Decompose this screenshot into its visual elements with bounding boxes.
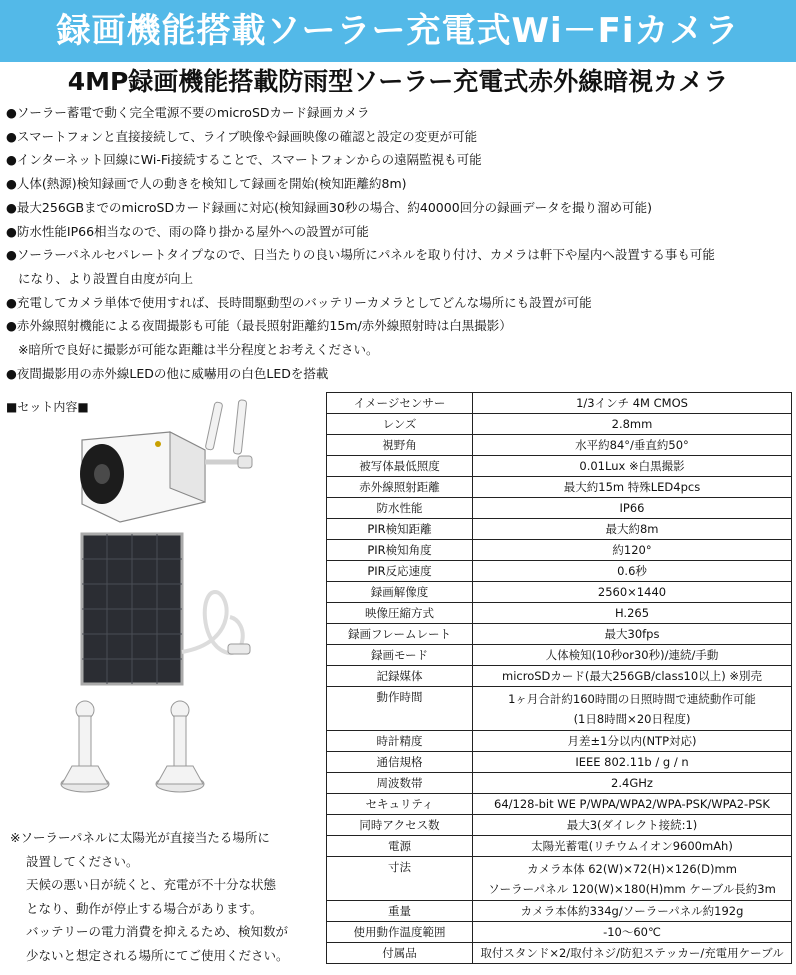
- feature-item: ●スマートフォンと直接接続して、ライブ映像や録画映像の確認と設定の変更が可能: [6, 128, 478, 144]
- spec-row: [327, 794, 792, 815]
- spec-label: 使用動作温度範囲: [327, 922, 473, 943]
- spec-value: -10～60℃: [473, 922, 792, 943]
- spec-row: [327, 435, 792, 456]
- spec-value: 取付スタンド×2/取付ネジ/防犯ステッカー/充電用ケーブル: [473, 943, 792, 964]
- spec-row: [327, 857, 792, 901]
- spec-value: カメラ本体約334g/ソーラーパネル約192g: [473, 901, 792, 922]
- feature-item: ●防水性能IP66相当なので、雨の降り掛かる屋外への設置が可能: [6, 223, 369, 239]
- spec-value-line: 1ヶ月合計約160時間の日照時間で連続動作可能: [508, 691, 756, 706]
- spec-row: [327, 540, 792, 561]
- spec-value-line: ソーラーパネル 120(W)×180(H)mm ケーブル長約3m: [488, 881, 776, 896]
- spec-label: 記録媒体: [327, 666, 473, 687]
- spec-row: [327, 582, 792, 603]
- spec-label: PIR検知角度: [327, 540, 473, 561]
- spec-table: [326, 392, 792, 964]
- spec-value: IEEE 802.11b / g / n: [473, 752, 792, 773]
- spec-row: [327, 836, 792, 857]
- set-contents-illustration: [0, 392, 320, 824]
- spec-value: 0.6秒: [473, 561, 792, 582]
- spec-row: [327, 561, 792, 582]
- spec-row: [327, 645, 792, 666]
- spec-row: [327, 901, 792, 922]
- spec-value: 約120°: [473, 540, 792, 561]
- set-contents-title: ■セット内容■: [6, 400, 89, 414]
- feature-note: ※暗所で良好に撮影が可能な距離は半分程度とお考えください。: [18, 342, 379, 358]
- spec-label: 付属品: [327, 943, 473, 964]
- spec-label: PIR反応速度: [327, 561, 473, 582]
- feature-item: ●インターネット回線にWi-Fi接続することで、スマートフォンからの遠隔監視も可能: [6, 152, 482, 168]
- spec-label: 時計精度: [327, 731, 473, 752]
- spec-row: [327, 815, 792, 836]
- spec-value: IP66: [473, 498, 792, 519]
- spec-row: [327, 393, 792, 414]
- feature-item: ●ソーラーパネルセパレートタイプなので、日当たりの良い場所にパネルを取り付け、カメラは軒下や屋内へ設置する事も可能: [6, 247, 715, 263]
- spec-value: 人体検知(10秒or30秒)/連続/手動: [473, 645, 792, 666]
- spec-label: 寸法: [327, 857, 473, 901]
- spec-label: レンズ: [327, 414, 473, 435]
- spec-row: [327, 519, 792, 540]
- spec-value-line: (1日8時間×20日程度): [573, 711, 691, 726]
- spec-value: [473, 857, 792, 901]
- spec-label: 電源: [327, 836, 473, 857]
- mount-stand-illustration: [156, 701, 204, 792]
- spec-label: 同時アクセス数: [327, 815, 473, 836]
- spec-row: [327, 943, 792, 964]
- note-line: 少ないと想定される場所にてご使用ください。: [26, 947, 289, 963]
- spec-row: [327, 456, 792, 477]
- mount-stand-illustration: [61, 701, 109, 792]
- spec-label: 録画フレームレート: [327, 624, 473, 645]
- spec-row: [327, 624, 792, 645]
- spec-label: 重量: [327, 901, 473, 922]
- spec-label: イメージセンサー: [327, 393, 473, 414]
- note-line: バッテリーの電力消費を抑えるため、検知数が: [26, 924, 289, 939]
- note-line: となり、動作が停止する場合があります。: [26, 900, 263, 916]
- spec-value: 2.8mm: [473, 414, 792, 435]
- spec-label: 通信規格: [327, 752, 473, 773]
- spec-value-line: カメラ本体 62(W)×72(H)×126(D)mm: [527, 861, 737, 876]
- spec-row: [327, 773, 792, 794]
- spec-label: 視野角: [327, 435, 473, 456]
- spec-label: 録画解像度: [327, 582, 473, 603]
- spec-label: 録画モード: [327, 645, 473, 666]
- spec-value: 0.01Lux ※白黒撮影: [473, 456, 792, 477]
- note-line: ※ソーラーパネルに太陽光が直接当たる場所に: [10, 830, 270, 845]
- spec-row: [327, 922, 792, 943]
- spec-value: 2.4GHz: [473, 773, 792, 794]
- spec-value: 1/3インチ 4M CMOS: [473, 393, 792, 414]
- spec-label: 周波数帯: [327, 773, 473, 794]
- spec-row: [327, 498, 792, 519]
- spec-value: 64/128-bit WE P/WPA/WPA2/WPA-PSK/WPA2-PSK: [473, 794, 792, 815]
- spec-label: 防水性能: [327, 498, 473, 519]
- feature-item: ●最大256GBまでのmicroSDカード録画に対応(検知録画30秒の場合、約40000回分の録画データを撮り溜め可能): [6, 199, 653, 215]
- spec-label: セキュリティ: [327, 794, 473, 815]
- spec-row: [327, 687, 792, 731]
- feature-item: ●充電してカメラ単体で使用すれば、長時間駆動型のバッテリーカメラとしてどんな場所にも設置が可能: [6, 294, 592, 310]
- spec-value: H.265: [473, 603, 792, 624]
- spec-row: [327, 477, 792, 498]
- feature-item-continued: になり、より設置自由度が向上: [18, 270, 194, 286]
- note-line: 天候の悪い日が続くと、充電が不十分な状態: [26, 877, 277, 892]
- spec-value: 水平約84°/垂直約50°: [473, 435, 792, 456]
- installation-notes: [10, 826, 315, 967]
- spec-row: [327, 752, 792, 773]
- spec-label: 被写体最低照度: [327, 456, 473, 477]
- camera-illustration: [80, 400, 252, 522]
- spec-value: 最大約15m 特殊LED4pcs: [473, 477, 792, 498]
- spec-value: 太陽光蓄電(リチウムイオン9600mAh): [473, 836, 792, 857]
- feature-item: ●夜間撮影用の赤外線LEDの他に威嚇用の白色LEDを搭載: [6, 365, 329, 381]
- spec-value: 最大3(ダイレクト接続:1): [473, 815, 792, 836]
- spec-label: 赤外線照射距離: [327, 477, 473, 498]
- feature-list: [6, 101, 792, 385]
- feature-item: ●人体(熱源)検知録画で人の動きを検知して録画を開始(検知距離約8m): [6, 176, 407, 192]
- product-subtitle: 4MP録画機能搭載防雨型ソーラー充電式赤外線暗視カメラ: [67, 67, 729, 96]
- spec-row: [327, 603, 792, 624]
- spec-row: [327, 414, 792, 435]
- spec-value: [473, 687, 792, 731]
- note-line: 設置してください。: [26, 853, 139, 869]
- title-banner: 録画機能搭載ソーラー充電式Wi－Fiカメラ: [0, 0, 796, 62]
- spec-label: PIR検知距離: [327, 519, 473, 540]
- solar-panel-illustration: [82, 534, 250, 684]
- spec-value: 2560×1440: [473, 582, 792, 603]
- spec-value: 最大30fps: [473, 624, 792, 645]
- spec-label: 動作時間: [327, 687, 473, 731]
- spec-value: 最大約8m: [473, 519, 792, 540]
- feature-item: ●赤外線照射機能による夜間撮影も可能（最長照射距離約15m/赤外線照射時は白黒撮影）: [6, 318, 512, 334]
- spec-label: 映像圧縮方式: [327, 603, 473, 624]
- spec-value: 月差±1分以内(NTP対応): [473, 731, 792, 752]
- spec-row: [327, 731, 792, 752]
- feature-item: ●ソーラー蓄電で動く完全電源不要のmicroSDカード録画カメラ: [6, 105, 370, 120]
- spec-value: microSDカード(最大256GB/class10以上) ※別売: [473, 666, 792, 687]
- spec-row: [327, 666, 792, 687]
